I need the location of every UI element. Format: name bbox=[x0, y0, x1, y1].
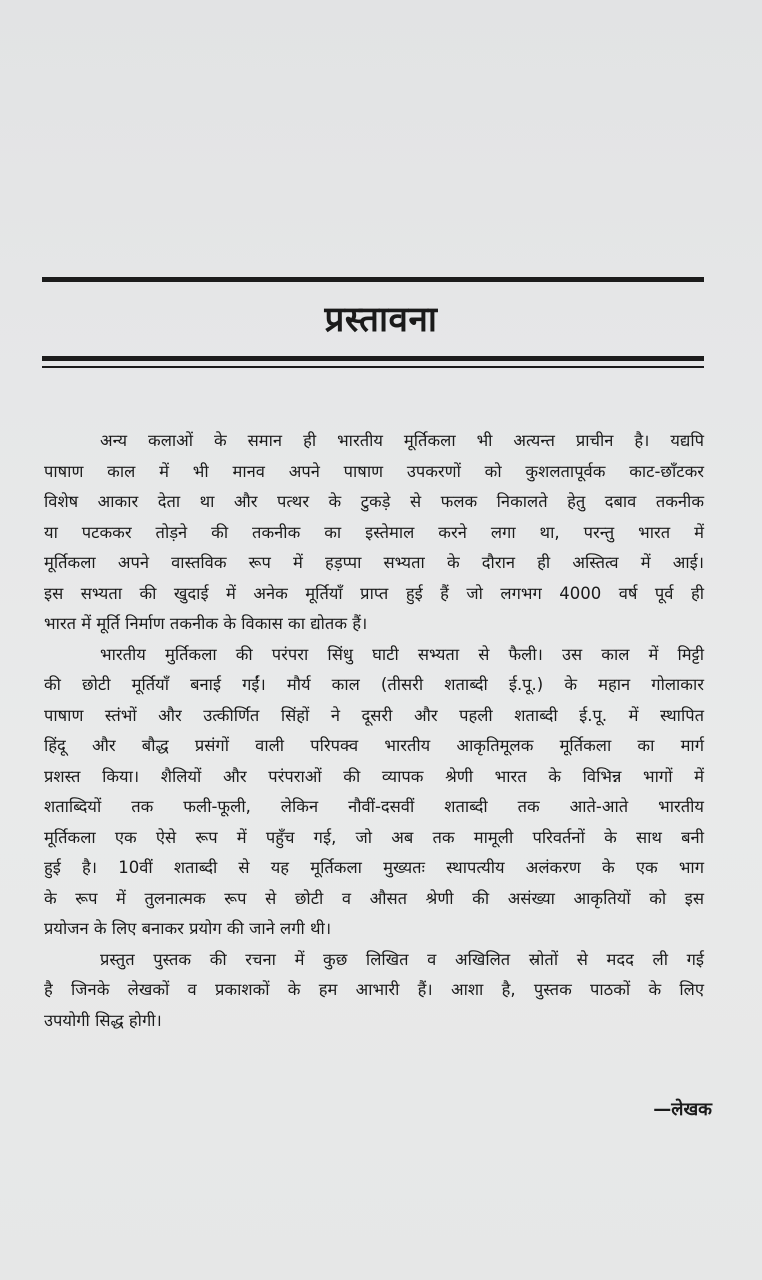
text-line: हुई है। 10वीं शताब्दी से यह मूर्तिकला मुख्यतः स्थापत्यीय अलंकरण के एक भाग bbox=[44, 858, 704, 877]
text-line: की छोटी मूर्तियाँ बनाई गईं। मौर्य काल (तीसरी शताब्दी ई.पू.) के महान गोलाकार bbox=[44, 675, 704, 694]
text-line: उपयोगी सिद्ध होगी। bbox=[44, 1010, 162, 1030]
text-line: अन्य कलाओं के समान ही भारतीय मूर्तिकला भी अत्यन्त प्राचीन है। यद्यपि bbox=[100, 431, 704, 450]
text-line: इस सभ्यता की खुदाई में अनेक मूर्तियाँ प्राप्त हुई हैं जो लगभग 4000 वर्ष पूर्व ही bbox=[44, 583, 704, 603]
page-title: प्रस्तावना bbox=[324, 300, 438, 340]
text-line: विशेष आकार देता था और पत्थर के टुकड़े से फलक निकालते हेतु दबाव तकनीक bbox=[44, 492, 704, 511]
text-line: के रूप में तुलनात्मक रूप से छोटी व औसत श्रेणी की असंख्या आकृतियों को इस bbox=[44, 888, 704, 908]
text-line: प्रयोजन के लिए बनाकर प्रयोग की जाने लगी थी। bbox=[44, 919, 332, 938]
text-line: पाषाण स्तंभों और उत्कीर्णित सिंहों ने दूसरी और पहली शताब्दी ई.पू. में स्थापित bbox=[44, 705, 704, 725]
text-line: है जिनके लेखकों व प्रकाशकों के हम आभारी हैं। आशा है, पुस्तक पाठकों के लिए bbox=[44, 980, 704, 999]
heading-top-rule bbox=[42, 277, 704, 282]
text-line: प्रस्तुत पुस्तक की रचना में कुछ लिखित व अखिलित स्रोतों से मदद ली गई bbox=[100, 949, 704, 969]
text-line: या पटककर तोड़ने की तकनीक का इस्तेमाल करने लगा था, परन्तु भारत में bbox=[44, 522, 704, 542]
paragraph-2 bbox=[44, 640, 704, 945]
text-line: मूर्तिकला एक ऐसे रूप में पहुँच गई, जो अब तक मामूली परिवर्तनों के साथ बनी bbox=[44, 827, 704, 847]
heading-bottom-rule bbox=[42, 356, 704, 361]
text-line: मूर्तिकला अपने वास्तविक रूप में हड़प्पा सभ्यता के दौरान ही अस्तित्व में आई। bbox=[44, 553, 704, 572]
author-signature: —लेखक bbox=[653, 1099, 712, 1120]
preface-body bbox=[44, 426, 704, 1036]
text-line: हिंदू और बौद्ध प्रसंगों वाली परिपक्व भारतीय आकृतिमूलक मूर्तिकला का मार्ग bbox=[44, 736, 704, 755]
text-line: भारत में मूर्ति निर्माण तकनीक के विकास का द्योतक हैं। bbox=[44, 614, 368, 633]
paragraph-1 bbox=[44, 426, 704, 640]
text-line: प्रशस्त किया। शैलियों और परंपराओं की व्यापक श्रेणी भारत के विभिन्न भागों में bbox=[44, 766, 704, 786]
heading-bottom-thin-rule bbox=[42, 366, 704, 368]
paragraph-3 bbox=[44, 945, 704, 1037]
text-line: पाषाण काल में भी मानव अपने पाषाण उपकरणों को कुशलतापूर्वक काट-छाँटकर bbox=[44, 461, 704, 481]
text-line: शताब्दियों तक फली-फूली, लेकिन नौवीं-दसवीं शताब्दी तक आते-आते भारतीय bbox=[44, 797, 704, 816]
text-line: भारतीय मुर्तिकला की परंपरा सिंधु घाटी सभ्यता से फैली। उस काल में मिट्टी bbox=[100, 644, 704, 664]
